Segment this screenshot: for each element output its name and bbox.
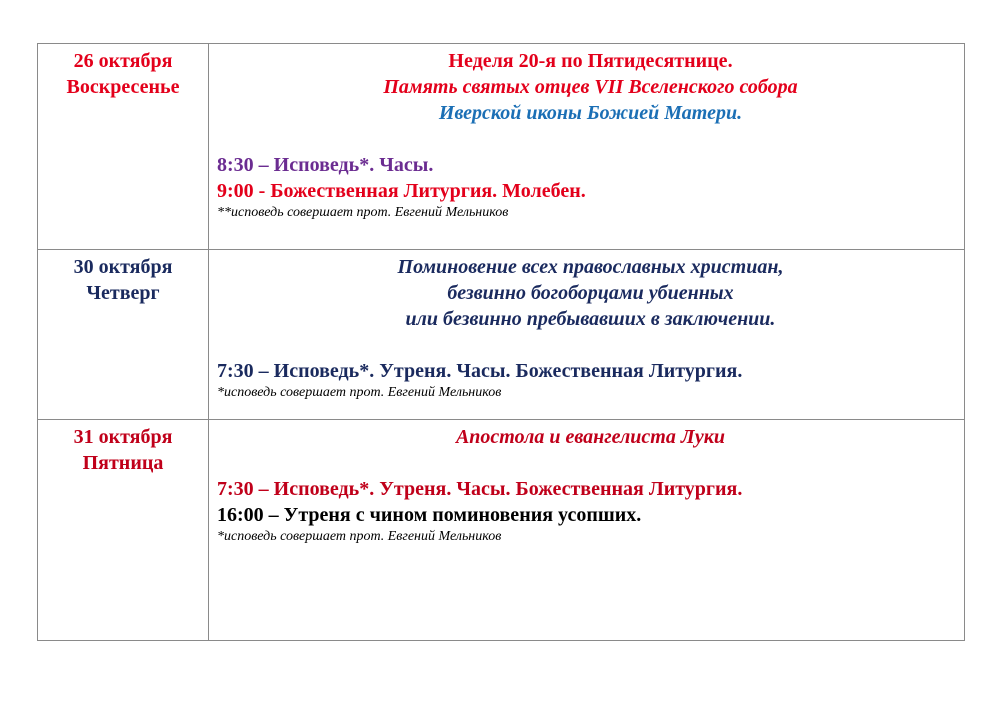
weekday-label: Четверг — [86, 282, 160, 304]
weekday-label: Пятница — [82, 452, 164, 474]
date-cell — [38, 250, 209, 420]
feast-title: Неделя 20-я по Пятидесятнице. — [448, 50, 733, 72]
spacer — [217, 126, 964, 152]
confession-note: *исповедь совершает прот. Евгений Мельников — [217, 385, 502, 400]
schedule-table — [37, 43, 965, 641]
service-confession-liturgy: 7:30 – Исповедь*. Утреня. Часы. Божественная Литургия. — [217, 360, 743, 382]
feast-title-line-2: безвинно богоборцами убиенных — [447, 282, 734, 304]
spacer — [217, 450, 964, 476]
feast-title: Апостола и евангелиста Луки — [455, 426, 726, 448]
schedule-row — [38, 250, 965, 420]
date-label: 30 октября — [73, 256, 173, 278]
date-cell — [38, 420, 209, 641]
date-label: 26 октября — [73, 50, 173, 72]
content-cell — [209, 420, 965, 641]
service-confession: 8:30 – Исповедь*. Часы. — [217, 154, 434, 176]
feast-title-line-3: или безвинно пребывавших в заключении. — [405, 308, 776, 330]
service-liturgy: 9:00 - Божественная Литургия. Молебен. — [217, 180, 586, 202]
date-cell — [38, 44, 209, 250]
content-cell — [209, 250, 965, 420]
schedule-row — [38, 420, 965, 641]
schedule-row — [38, 44, 965, 250]
feast-commemoration: Память святых отцев VII Вселенского собора — [383, 76, 798, 98]
service-matins: 16:00 – Утреня с чином поминовения усопших. — [217, 504, 642, 526]
weekday-label: Воскресенье — [66, 76, 180, 98]
feast-icon: Иверской иконы Божией Матери. — [438, 102, 743, 124]
content-cell — [209, 44, 965, 250]
date-label: 31 октября — [73, 426, 173, 448]
spacer — [217, 332, 964, 358]
confession-note: **исповедь совершает прот. Евгений Мельников — [217, 205, 509, 220]
confession-note: *исповедь совершает прот. Евгений Мельников — [217, 529, 502, 544]
feast-title: Поминовение всех православных христиан, — [397, 256, 784, 278]
service-confession-liturgy: 7:30 – Исповедь*. Утреня. Часы. Божественная Литургия. — [217, 478, 743, 500]
